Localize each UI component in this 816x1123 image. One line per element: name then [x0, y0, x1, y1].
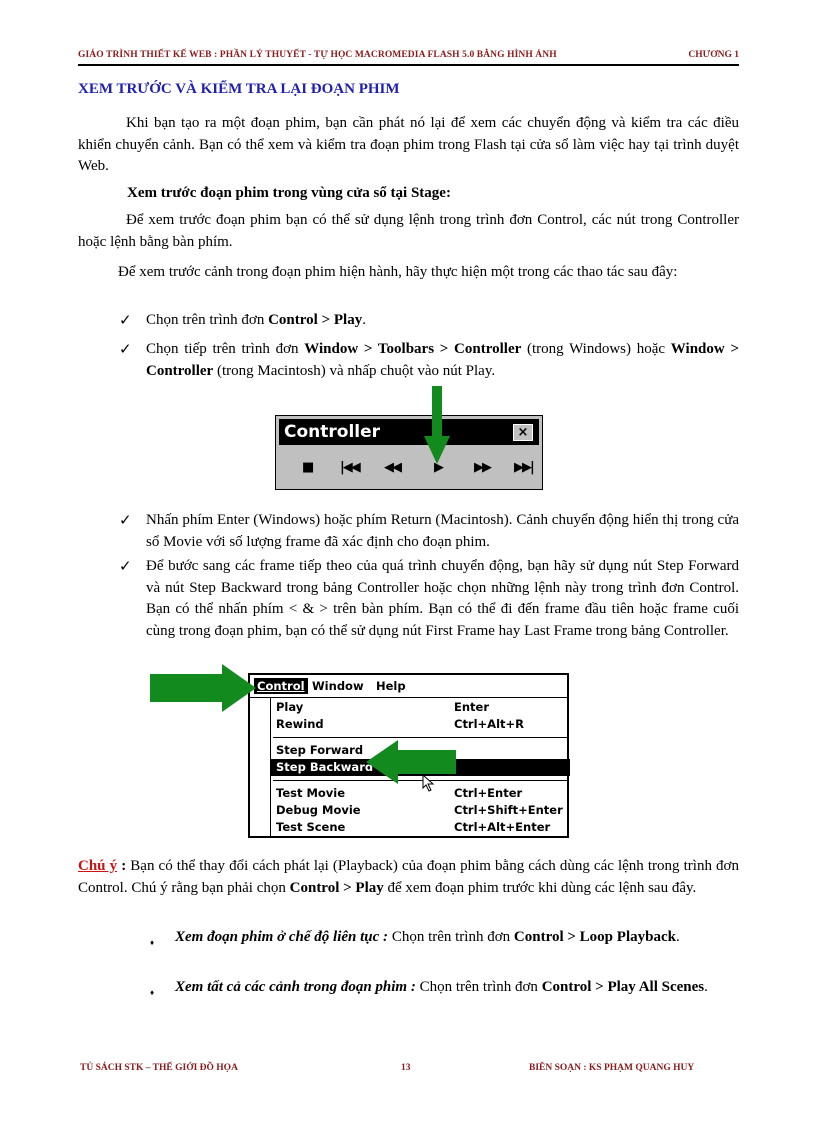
down-arrow-icon [424, 386, 450, 466]
menu-help[interactable]: Help [376, 679, 406, 693]
menu-item-play[interactable]: Play Enter [276, 700, 490, 714]
diamond-icon: ♦ [150, 938, 155, 947]
menu-item-step-forward[interactable]: Step Forward [276, 743, 364, 757]
check-icon: ✓ [119, 313, 132, 329]
header-title: GIÁO TRÌNH THIẾT KẾ WEB : PHẦN LÝ THUYẾT - TỰ HỌC MACROMEDIA FLASH 5.0 BẰNG HÌNH ẢNH [78, 50, 557, 60]
page-header [78, 48, 739, 66]
play-icon[interactable]: ▶ [434, 460, 442, 475]
subheading: Xem trước đoạn phim trong vùng cửa sổ tại Stage: [127, 185, 451, 201]
first-frame-icon[interactable]: |◀◀ [340, 460, 359, 475]
menu-item-rewind[interactable]: Rewind Ctrl+Alt+R [276, 717, 525, 731]
stop-icon[interactable]: ■ [302, 460, 313, 475]
step-backward-icon[interactable]: ◀◀ [384, 460, 400, 475]
footer-right: BIÊN SOẠN : KS PHẠM QUANG HUY [529, 1063, 695, 1073]
paragraph-1: Để xem trước đoạn phim bạn có thể sử dụng lệnh trong trình đơn Control, các nút trong Controller hoặc lệnh bằng bàn phím. [78, 212, 739, 250]
check-icon: ✓ [119, 342, 132, 358]
note-label: Chú ý [78, 858, 118, 874]
step-forward-icon[interactable]: ▶▶ [474, 460, 490, 475]
left-arrow-icon [366, 740, 458, 784]
menu-item-debug-movie[interactable]: Debug Movie Ctrl+Shift+Enter [276, 803, 563, 817]
section-title: XEM TRƯỚC VÀ KIỂM TRA LẠI ĐOẠN PHIM [78, 81, 400, 97]
bullet-1: Chọn trên trình đơn Control > Play. [146, 312, 366, 328]
intro-paragraph: Khi bạn tạo ra một đoạn phim, bạn cần phát nó lại để xem các chuyển động và kiểm tra các điều khiển chuyển cảnh. Bạn có thể xem và kiểm tra đoạn phim trong Flash tại cửa sổ làm việc hay tại trình duyệt Web. [78, 115, 739, 174]
bullet-2: Chọn tiếp trên trình đơn Window > Toolbars > Controller (trong Windows) hoặc Window > Controller (trong Macintosh) và nhấp chuột vào nút Play. [146, 341, 739, 379]
paragraph-2: Để xem trước cảnh trong đoạn phim hiện hành, hãy thực hiện một trong các thao tác sau đây: [118, 264, 678, 280]
menu-control[interactable]: Control [254, 678, 308, 694]
menu-bar [250, 675, 567, 698]
menu-separator [273, 737, 568, 738]
controller-titlebar [279, 419, 539, 445]
check-icon: ✓ [119, 513, 132, 529]
controller-title: Controller [284, 422, 381, 442]
close-icon[interactable]: × [513, 424, 533, 441]
check-icon: ✓ [119, 559, 132, 575]
note-paragraph: Chú ý : Bạn có thể thay đổi cách phát lại (Playback) của đoạn phim bằng cách dùng các lệnh trong trình đơn Control. Chú ý rằng bạn phải chọn Control > Play để xem đoạn phim trước khi dùng các lệnh sau đây. [78, 858, 739, 896]
menu-item-step-backward[interactable]: Step Backward [271, 759, 570, 776]
bullet-4: Để bước sang các frame tiếp theo của quá trình chuyển động, bạn hãy sử dụng nút Step Forward và nút Step Backward trong bảng Controller hoặc chọn những lệnh này trong trình đơn Control. Bạn có thể nhấn phím < & > trên bàn phím. Bạn có thể đi đến frame đầu tiên hoặc frame cuối cùng trong đoạn phim, bạn có thể sử dụng nút First Frame hay Last Frame trong bảng Controller. [146, 558, 739, 639]
controller-figure [275, 415, 543, 490]
last-frame-icon[interactable]: ▶▶| [514, 460, 533, 475]
right-arrow-icon [150, 664, 258, 712]
menu-item-test-movie[interactable]: Test Movie Ctrl+Enter [276, 786, 523, 800]
menu-window[interactable]: Window [312, 679, 364, 693]
footer-left: TỦ SÁCH STK – THẾ GIỚI ĐỒ HỌA [80, 1063, 238, 1073]
cursor-icon [422, 774, 436, 792]
option-loop-playback: Xem đoạn phim ở chế độ liên tục : Chọn trên trình đơn Control > Loop Playback. [175, 929, 680, 945]
header-chapter: CHƯƠNG 1 [688, 50, 739, 60]
diamond-icon: ♦ [150, 988, 155, 997]
menu-item-test-scene[interactable]: Test Scene Ctrl+Alt+Enter [276, 820, 551, 834]
page-number: 13 [401, 1063, 411, 1073]
option-play-all-scenes: Xem tất cả các cảnh trong đoạn phim : Chọn trên trình đơn Control > Play All Scenes. [175, 979, 708, 995]
bullet-3: Nhấn phím Enter (Windows) hoặc phím Return (Macintosh). Cảnh chuyển động hiển thị trong cửa sổ Movie với số lượng frame đã xác định cho đoạn phim. [146, 512, 739, 550]
controller-buttons [294, 460, 534, 478]
